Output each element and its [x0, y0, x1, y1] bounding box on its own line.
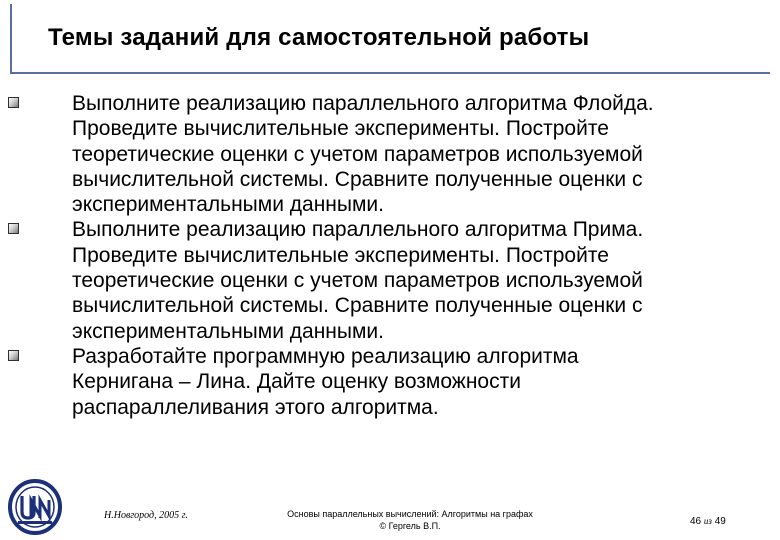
bullet-line: Кернигана – Лина. Дайте оценку возможности: [72, 370, 521, 394]
square-bullet-icon: [8, 97, 19, 108]
bullet-item-kernighan-lin: [6, 344, 766, 420]
unn-logo-icon: [7, 478, 63, 536]
page-current: 46: [690, 516, 702, 527]
title-frame-horizontal-rule: [10, 72, 770, 74]
title-frame-vertical-bar: [10, 4, 12, 74]
page-number: [690, 516, 726, 527]
bullet-line: Выполните реализацию параллельного алгоритма Прима.: [72, 218, 644, 242]
bullet-line: Проведите вычислительные эксперименты. Постройте: [72, 243, 609, 267]
bullet-line: Проведите вычислительные эксперименты. Постройте: [72, 117, 609, 141]
bullet-line: экспериментальными данными.: [72, 193, 384, 217]
slide-title: Темы заданий для самостоятельной работы: [48, 24, 590, 51]
bullet-line: Выполните реализацию параллельного алгоритма Флойда.: [72, 92, 654, 115]
footer-location-date: Н.Новгород, 2005 г.: [104, 510, 188, 521]
bullet-text: [72, 344, 766, 420]
bullet-line: вычислительной системы. Сравните полученные оценки с: [72, 167, 643, 191]
bullet-line: теоретические оценки с учетом параметров используемой: [72, 142, 643, 166]
bullet-item-prim: [6, 217, 766, 343]
bullet-line: Разработайте программную реализацию алгоритма: [72, 344, 579, 368]
footer-author: © Гергель В.П.: [379, 521, 441, 531]
bullet-line: вычислительной системы. Сравните полученные оценки с: [72, 294, 643, 318]
square-bullet-icon: [8, 350, 19, 361]
footer-course-title: Основы параллельных вычислений: Алгоритмы на графах: [287, 509, 533, 519]
bullet-line: распараллеливания этого алгоритма.: [72, 395, 439, 419]
bullet-line: экспериментальными данными.: [72, 319, 384, 343]
footer-course-info: [240, 508, 580, 532]
bullet-line: теоретические оценки с учетом параметров используемой: [72, 269, 643, 293]
bullet-text: [72, 217, 766, 343]
page-total: 49: [714, 516, 726, 527]
bullet-text: [72, 91, 766, 217]
page-of-label: из: [703, 516, 712, 526]
bullet-item-floyd: [6, 91, 766, 217]
square-bullet-icon: [8, 223, 19, 234]
bullet-list: [6, 91, 766, 420]
